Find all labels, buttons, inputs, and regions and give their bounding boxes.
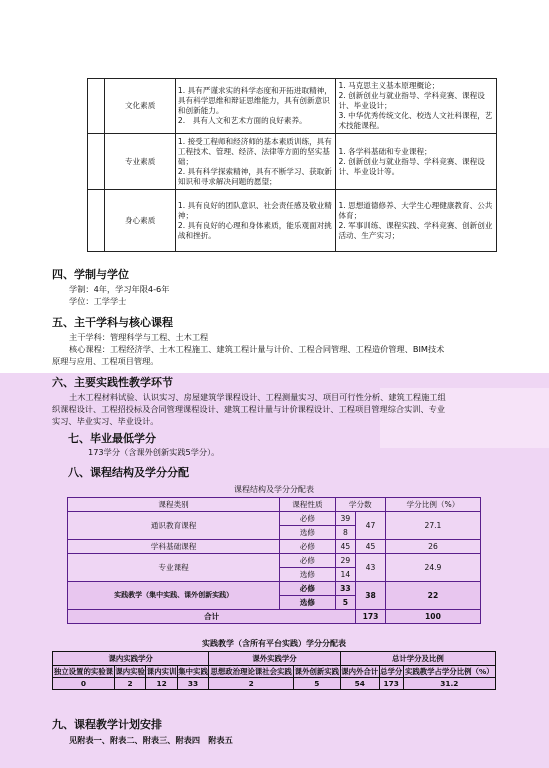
credit-ratio: 24.9 bbox=[385, 554, 480, 582]
credit-sum-label: 合计 bbox=[68, 610, 356, 624]
credit-total: 43 bbox=[356, 554, 386, 582]
quality-approaches bbox=[336, 79, 497, 134]
practice-value-cell: 173 bbox=[379, 678, 403, 690]
quality-blank-cell bbox=[88, 79, 105, 134]
practice-header-cell: 总学分 bbox=[380, 667, 403, 676]
credit-type: 必修 bbox=[280, 512, 335, 526]
practice-header-cell: 课外创新实践 bbox=[294, 667, 340, 676]
quality-requirements bbox=[175, 190, 336, 252]
practice-header-row bbox=[53, 666, 496, 678]
credit-type: 选修 bbox=[280, 526, 335, 540]
credit-header-cell: 课程性质 bbox=[280, 498, 335, 512]
approach-item: 2. 军事训练、课程实践、学科竞赛、创新创业活动、生产实习； bbox=[338, 220, 493, 240]
practice-value-cell: 33 bbox=[177, 678, 208, 690]
credit-total: 38 bbox=[356, 582, 386, 610]
section7-line1: 173学分（含课外创新实践5学分）。 bbox=[88, 447, 220, 457]
credit-ratio: 22 bbox=[385, 582, 480, 610]
section5-title: 五、主干学科与核心课程 bbox=[52, 316, 173, 329]
quality-row bbox=[88, 134, 497, 190]
section4-title: 四、学制与学位 bbox=[52, 268, 129, 281]
practice-value-cell: 12 bbox=[146, 678, 177, 690]
credit-row bbox=[68, 512, 481, 526]
practice-value-cell: 0 bbox=[53, 678, 115, 690]
credit-category: 实践教学（集中实践、课外创新实践） bbox=[68, 582, 280, 610]
practice-group1: 课内实践学分 bbox=[53, 652, 209, 666]
practice-value-cell: 31.2 bbox=[403, 678, 495, 690]
credit-category: 通识教育课程 bbox=[68, 512, 280, 540]
credit-category: 学科基础课程 bbox=[68, 540, 280, 554]
credit-header-row bbox=[68, 498, 481, 512]
practice-header-cell: 课内实验 bbox=[115, 667, 145, 676]
credit-value: 45 bbox=[335, 540, 355, 554]
approach-item: 1. 马克思主义基本原理概论； bbox=[338, 81, 440, 90]
credit-value: 14 bbox=[335, 568, 355, 582]
requirement-item: 1. 具有良好的团队意识、社会责任感及敬业精神； bbox=[177, 200, 332, 220]
section5-line3: 原理与应用、工程项目管理。 bbox=[52, 356, 159, 366]
approach-item: 1. 各学科基础和专业课程； bbox=[338, 146, 432, 156]
approach-item: 1. 思想道德修养、大学生心理健康教育、公共体育； bbox=[338, 200, 493, 220]
quality-blank-cell bbox=[88, 190, 105, 252]
practice-header-cell: 实践教学占学分比例（%） bbox=[404, 667, 494, 676]
credit-sum-total: 173 bbox=[356, 610, 386, 624]
credit-ratio: 26 bbox=[385, 540, 480, 554]
section8-title: 八、课程结构及学分分配 bbox=[68, 466, 189, 479]
credit-table bbox=[67, 497, 481, 624]
credit-row bbox=[68, 582, 481, 596]
practice-group-row bbox=[53, 652, 496, 666]
credit-value: 8 bbox=[335, 526, 355, 540]
credit-value: 39 bbox=[335, 512, 355, 526]
requirement-item: 1. 具有严谨求实的科学态度和开拓进取精神，具有科学思维和辩证思维能力，具有创新意识和创新能力。 bbox=[177, 86, 332, 115]
requirement-item: 2. 具有人文和艺术方面的良好素养。 bbox=[177, 116, 307, 125]
credit-table-caption: 课程结构及学分分配表 bbox=[234, 485, 314, 494]
practice-value-cell: 2 bbox=[114, 678, 145, 690]
credit-value: 33 bbox=[335, 582, 355, 596]
section6-line2: 织课程设计、工程招投标及合同管理课程设计、建筑工程计量与计价课程设计、工程项目管理综合实训、专业 bbox=[52, 404, 446, 414]
credit-row bbox=[68, 540, 481, 554]
credit-type: 必修 bbox=[280, 582, 335, 596]
credit-type: 选修 bbox=[280, 568, 335, 582]
practice-header-cell: 独立设置的实验课 bbox=[53, 667, 114, 676]
section5-line1: 主干学科：管理科学与工程、土木工程 bbox=[69, 332, 209, 342]
approach-item: 2. 创新创业与就业指导、学科竞赛、课程设计、毕业设计； bbox=[338, 91, 485, 110]
credit-sum-ratio: 100 bbox=[385, 610, 480, 624]
section5-line2: 核心课程：工程经济学、土木工程施工、建筑工程计量与计价、工程合同管理、工程造价管理、BIM技术 bbox=[69, 344, 445, 354]
requirement-item: 2. 具有科学探索精神，具有不断学习、获取新知识和寻求解决问题的愿望； bbox=[177, 166, 332, 186]
quality-category: 文化素质 bbox=[105, 79, 176, 134]
section9-line1: 见附表一、附表二、附表三、附表四 附表五 bbox=[69, 735, 233, 745]
practice-group2: 课外实践学分 bbox=[209, 652, 340, 666]
credit-value: 5 bbox=[335, 596, 355, 610]
credit-row bbox=[68, 554, 481, 568]
quality-row bbox=[88, 79, 497, 134]
quality-requirements bbox=[175, 134, 336, 190]
quality-table bbox=[87, 78, 497, 252]
practice-group3: 总计学分及比例 bbox=[340, 652, 495, 666]
quality-requirements bbox=[175, 79, 336, 134]
credit-type: 选修 bbox=[280, 596, 335, 610]
credit-header-cell: 学分比例（%） bbox=[385, 498, 480, 512]
quality-category: 专业素质 bbox=[105, 134, 176, 190]
practice-value-cell: 2 bbox=[209, 678, 294, 690]
quality-approaches bbox=[336, 134, 497, 190]
section9-title: 九、课程教学计划安排 bbox=[52, 718, 162, 731]
practice-value-row bbox=[53, 678, 496, 690]
credit-header-cell: 学分数 bbox=[335, 498, 385, 512]
requirement-item: 2. 具有良好的心理和身体素质，能乐观面对挑战和挫折。 bbox=[177, 220, 332, 240]
credit-ratio: 27.1 bbox=[385, 512, 480, 540]
practice-header-cell: 思想政治理论课社会实践 bbox=[210, 667, 292, 676]
practice-header-cell: 集中实践 bbox=[178, 667, 208, 676]
practice-header-cell: 课内实训 bbox=[146, 667, 177, 676]
practice-value-cell: 5 bbox=[294, 678, 341, 690]
practice-table-caption: 实践教学（含所有平台实践）学分分配表 bbox=[202, 639, 346, 648]
section4-line2: 学位：工学学士 bbox=[69, 296, 127, 306]
quality-row bbox=[88, 190, 497, 252]
practice-value-cell: 54 bbox=[340, 678, 379, 690]
section7-title: 七、毕业最低学分 bbox=[68, 432, 156, 445]
credit-type: 必修 bbox=[280, 554, 335, 568]
section6-line1: 土木工程材料试验、认识实习、房屋建筑学课程设计、工程测量实习、项目可行性分析、建筑工程施工组 bbox=[69, 392, 446, 402]
credit-total: 45 bbox=[356, 540, 386, 554]
section6-title: 六、主要实践性教学环节 bbox=[52, 376, 173, 389]
practice-header-cell: 课内外合计 bbox=[341, 667, 379, 676]
credit-header-cell: 课程类别 bbox=[68, 498, 280, 512]
credit-sum-row bbox=[68, 610, 481, 624]
credit-total: 47 bbox=[356, 512, 386, 540]
credit-type: 必修 bbox=[280, 540, 335, 554]
section4-line1: 学制：4年，学习年限4-6年 bbox=[69, 284, 170, 294]
quality-blank-cell bbox=[88, 134, 105, 190]
approach-item: 3. 中华优秀传统文化、校选人文社科课程，艺术技能课程。 bbox=[338, 111, 493, 130]
credit-value: 29 bbox=[335, 554, 355, 568]
section6-line3: 实习、毕业实习、毕业设计。 bbox=[52, 416, 159, 426]
requirement-item: 1. 接受工程师和经济师的基本素质训练，具有工程技术、管理、经济、法律等方面的坚实基础； bbox=[177, 136, 332, 166]
quality-category: 身心素质 bbox=[105, 190, 176, 252]
approach-item: 2. 创新创业与就业指导、学科竞赛、课程设计、毕业设计等。 bbox=[338, 156, 485, 176]
practice-table bbox=[52, 651, 496, 690]
quality-approaches bbox=[336, 190, 497, 252]
credit-category: 专业课程 bbox=[68, 554, 280, 582]
